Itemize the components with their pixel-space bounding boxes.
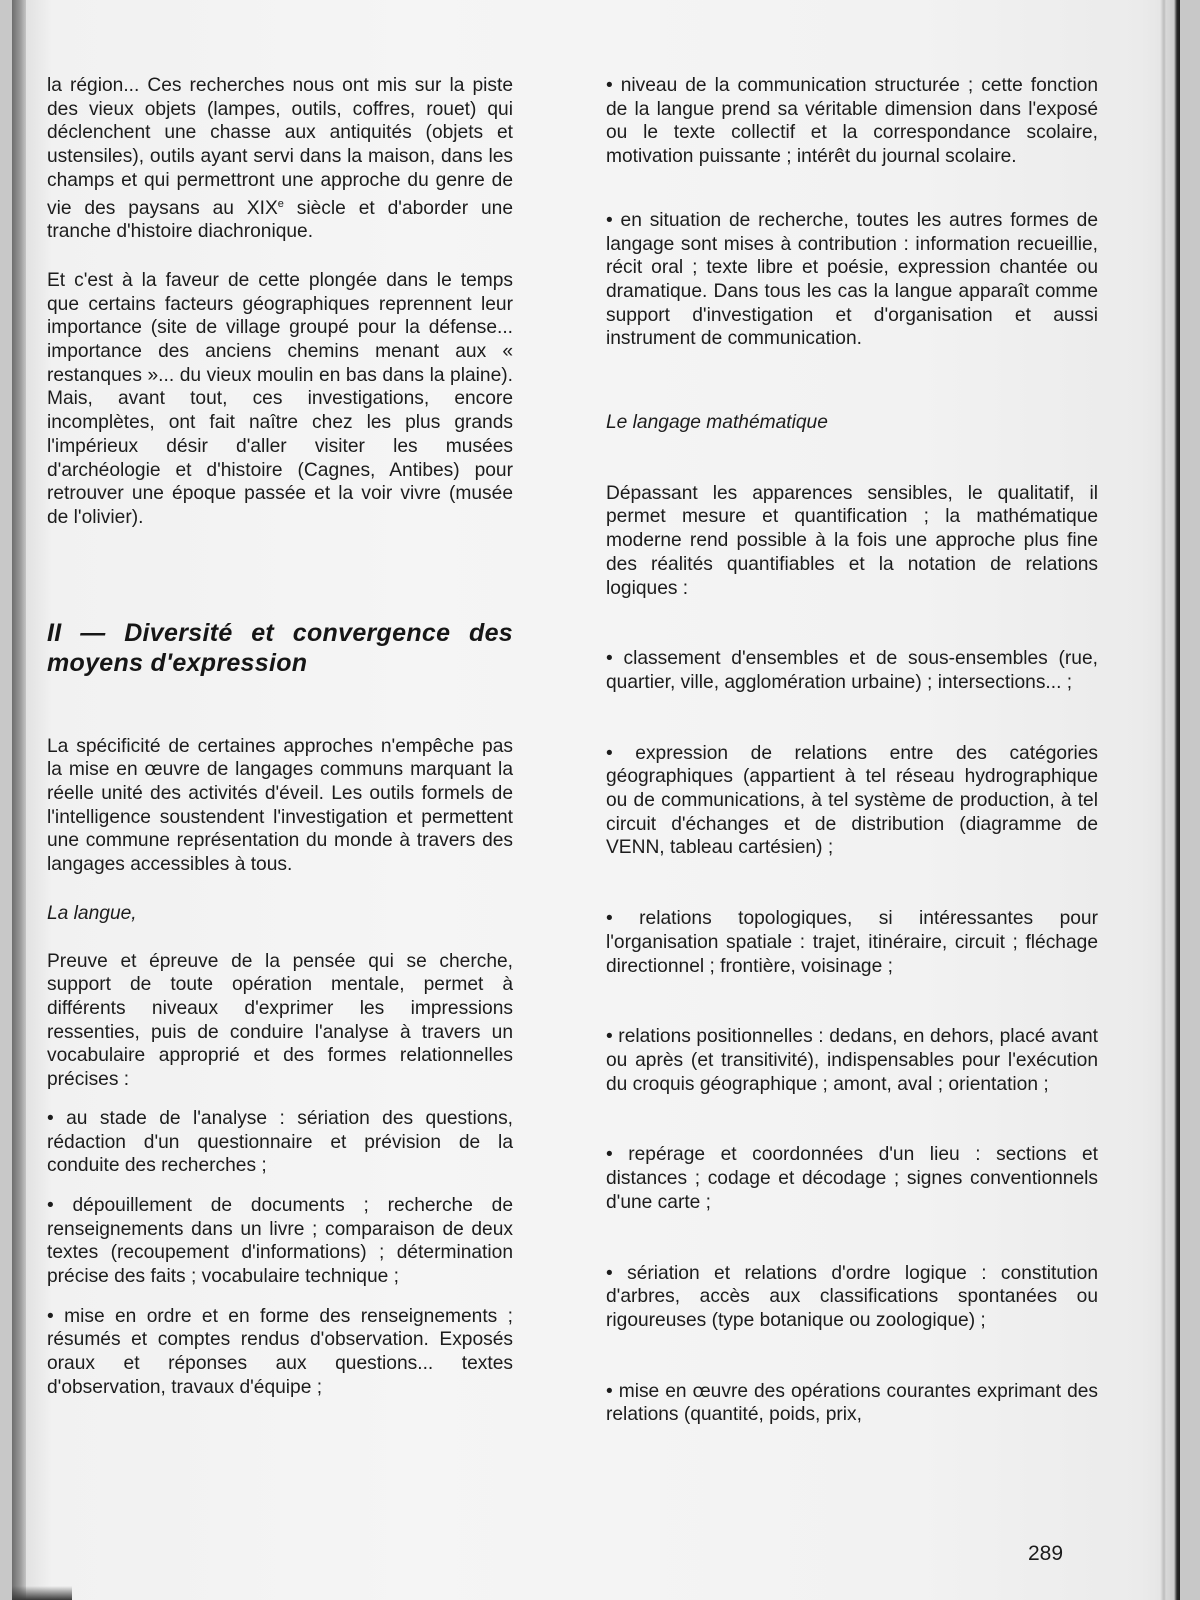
list-item: • sériation et relations d'ordre logique : constitution d'arbres, accès aux classifications spontanées ou rigoureuses (type botanique ou zoologique) ; <box>606 1262 1098 1331</box>
list-item: • au stade de l'analyse : sériation des questions, rédaction d'un questionnaire et prévision de la conduite des recherches ; <box>47 1107 513 1177</box>
list-item: • dépouillement de documents ; recherche de renseignements dans un livre ; comparaison de deux textes (recoupement d'informations) ; détermination précise des faits ; vocabulaire technique ; <box>47 1194 513 1288</box>
subheading-langage-mathematique: Le langage mathématique <box>606 412 828 434</box>
list-item: • repérage et coordonnées d'un lieu : sections et distances ; codage et décodage ; signes conventionnels d'une carte ; <box>606 1144 1098 1213</box>
superscript: e <box>277 197 284 210</box>
paragraph: La spécificité de certaines approches n'empêche pas la mise en œuvre de langages communs marquant la réelle unité des activités d'éveil. Les outils formels de l'intelligence soustendent l'investigation et permettent une commune représentation du monde à travers des langages accessibles à tous. <box>47 735 513 876</box>
list-item: • niveau de la communication structurée ; cette fonction de la langue prend sa véritable dimension dans l'exposé ou le texte collectif et la correspondance scolaire, motivation puissante ; intérêt du journal scolaire. <box>606 75 1098 168</box>
left-column <box>47 74 513 1400</box>
list-item: • classement d'ensembles et de sous-ensembles (rue, quartier, ville, agglomération urbaine) ; intersections... ; <box>606 648 1098 693</box>
paragraph: Et c'est à la faveur de cette plongée dans le temps que certains facteurs géographiques reprennent leur importance (site de village groupé pour la défense... importance des anciens chemins menant aux « restanques »... du vieux moulin en bas dans la plaine). Mais, avant tout, ces investigations, encore incomplètes, ont fait naître chez les plus grands l'impérieux désir d'aller visiter les musées d'archéologie et d'histoire (Cagnes, Antibes) pour retrouver une époque passée et la voir vivre (musée de l'olivier). <box>47 269 513 528</box>
page-edge <box>1160 0 1180 1600</box>
page-number: 289 <box>1028 1542 1064 1565</box>
section-heading: II — Diversité et convergence des moyens d'expression <box>47 618 513 677</box>
page-corner-shadow <box>12 1586 72 1600</box>
list-item: • expression de relations entre des catégories géographiques (appartient à tel réseau hydrographique ou de communications, à tel système de production, à tel circuit d'échanges et de distribution (diagramme de VENN, tableau cartésien) ; <box>606 742 1098 859</box>
list-item: • mise en œuvre des opérations courantes exprimant des relations (quantité, poids, prix, <box>606 1380 1098 1426</box>
subheading-la-langue: La langue, <box>47 902 137 924</box>
paragraph-text: siècle et d'aborder une tranche d'histoire diachronique. <box>47 197 513 243</box>
paragraph <box>47 74 513 244</box>
paragraph-text: la région... Ces recherches nous ont mis sur la piste des vieux objets (lampes, outils, coffres, rouet) qui déclenchent une chasse aux antiquités (objets et ustensiles), outils ayant servi dans la maison, dans les champs et qui permettront une approche du genre de vie des paysans au XIX <box>47 75 513 219</box>
book-spine-shadow <box>12 0 26 1600</box>
list-item: • mise en ordre et en forme des renseignements ; résumés et comptes rendus d'observation. Exposés oraux et réponses aux questions... textes d'observation, travaux d'équipe ; <box>47 1305 513 1398</box>
list-item: • relations positionnelles : dedans, en dehors, placé avant ou après (et transitivité), indispensables pour l'exécution du croquis géographique ; amont, aval ; orientation ; <box>606 1026 1098 1095</box>
list-item: • relations topologiques, si intéressantes pour l'organisation spatiale : trajet, itinéraire, circuit ; fléchage directionnel ; frontière, voisinage ; <box>606 908 1098 977</box>
paragraph: Dépassant les apparences sensibles, le qualitatif, il permet mesure et quantification ; la mathématique moderne rend possible à la fois une approche plus fine des réalités quantifiables et la notation de relations logiques : <box>606 482 1098 599</box>
list-item: • en situation de recherche, toutes les autres formes de langage sont mises à contribution : information recueillie, récit oral ; texte libre et poésie, expression chantée ou dramatique. Dans tous les cas la langue apparaît comme support d'investigation et d'organisation et aussi instrument de communication. <box>606 209 1098 350</box>
paragraph: Preuve et épreuve de la pensée qui se cherche, support de toute opération mentale, permet à différents niveaux d'exprimer les impressions ressenties, puis de conduire l'analyse à travers un vocabulaire approprié et des formes relationnelles précises : <box>47 950 513 1091</box>
right-column <box>606 74 1098 1427</box>
